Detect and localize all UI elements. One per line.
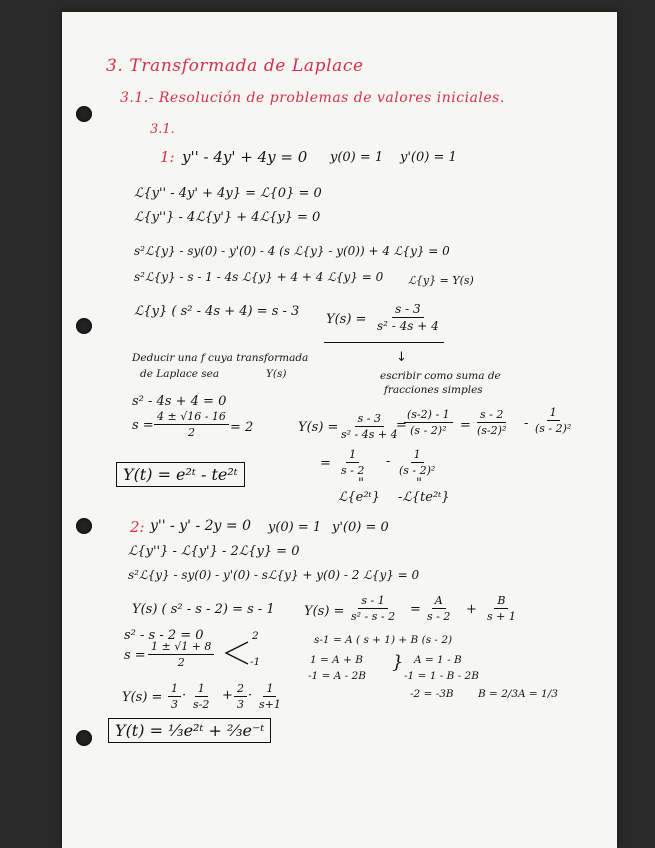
p1-minus: - [524, 416, 529, 431]
p1-d5 [338, 448, 367, 477]
p2-pfA [424, 594, 453, 623]
p2-eq-sign: = [410, 602, 421, 617]
p2-coef-eq: s-1 = A ( s + 1) + B (s - 2) [314, 634, 453, 646]
p2-roots-label: s = [124, 648, 146, 663]
punch-hole [76, 106, 92, 122]
p1-note-Ly: ℒ{y} = Y(s) [408, 274, 474, 287]
p1-quote: " [358, 476, 364, 491]
p1-roots-fraction [154, 410, 229, 439]
p1-roots-eq: s² - 4s + 4 = 0 [132, 394, 227, 409]
p1-eq-sign: = [396, 418, 407, 433]
p1-d6-den: (s - 2)² [399, 464, 436, 477]
p2-plus: + [222, 688, 233, 703]
p1-d1-num: s - 3 [355, 412, 384, 427]
problem1-equation: y'' - 4y' + 4y = 0 [182, 148, 308, 166]
p2-pfA-num: A [432, 594, 446, 609]
p1-Ys-label: Y(s) = [326, 312, 367, 327]
p2-roots-num: 1 ± √1 + 8 [148, 640, 214, 655]
punch-hole [76, 518, 92, 534]
p1-d1-den: s² - 4s + 4 [341, 428, 398, 441]
p2-step2: s²ℒ{y} - sy(0) - y'(0) - sℒ{y} + y(0) - 2 ℒ{y} = 0 [128, 568, 420, 582]
p1-note-left-2: de Laplace sea [140, 368, 220, 380]
problem1-ic1: y(0) = 1 [330, 150, 384, 165]
p2-c1-num: 1 [168, 682, 181, 697]
p1-step3: s²ℒ{y} - sy(0) - y'(0) - 4 (s ℒ{y} - y(0)) + 4 ℒ{y} = 0 [134, 244, 450, 258]
p1-d5-num: 1 [346, 448, 359, 463]
p1-step4: s²ℒ{y} - s - 1 - 4s ℒ{y} + 4 + 4 ℒ{y} = 0 [134, 270, 384, 284]
down-arrow-icon: ↓ [396, 350, 407, 365]
p2-Ys-label: Y(s) = [304, 604, 345, 619]
p2-solA: A = 1/3 [518, 688, 558, 700]
p2-sol2: -1 = 1 - B - 2B [404, 670, 479, 682]
p1-note-left-Ys: Y(s) [266, 368, 287, 380]
p1-Ys-den: s² - 4s + 4 [377, 319, 439, 333]
p1-d4-den: (s - 2)² [535, 422, 572, 435]
p2-f1-num: 1 [195, 682, 208, 697]
branch-icon [222, 638, 252, 668]
p1-eq2: = [320, 456, 331, 471]
p2-f1 [190, 682, 212, 711]
p1-step2: ℒ{y''} - 4ℒ{y'} + 4ℒ{y} = 0 [134, 210, 321, 225]
p1-Ys-num: s - 3 [392, 302, 423, 318]
p1-d1 [338, 412, 401, 441]
system-brace-icon: } [392, 652, 404, 673]
p2-c1 [168, 682, 181, 711]
problem2-ic2: y'(0) = 0 [332, 520, 389, 535]
p1-eq-sign: = [460, 418, 471, 433]
p1-d3-den: (s-2)² [477, 424, 507, 437]
p2-solB: B = 2/3 [478, 688, 519, 700]
p2-Ys-den: s² - s - 2 [351, 610, 396, 623]
underline [324, 342, 444, 343]
p2-sol3: -2 = -3B [410, 688, 454, 700]
p1-note-right-2: fracciones simples [384, 384, 483, 396]
section-title: 3. Transformada de Laplace [106, 56, 364, 76]
p1-d4-num: 1 [547, 406, 560, 421]
p2-roots-eq: s² - s - 2 = 0 [124, 628, 204, 643]
p2-f2-den: s+1 [259, 698, 281, 711]
punch-hole [76, 730, 92, 746]
p2-Ys-fraction [348, 594, 398, 623]
p1-note-left-1: Deducir una f cuya transformada [132, 352, 309, 364]
p2-c2-num: 2 [234, 682, 247, 697]
p2-pfB-den: s + 1 [487, 610, 516, 623]
p1-answer-box: Y(t) = e²ᵗ - te²ᵗ [116, 462, 245, 487]
p1-d3-num: s - 2 [477, 408, 506, 423]
p2-f2 [256, 682, 284, 711]
problem1-number: 1: [160, 148, 175, 166]
p1-d3 [474, 408, 509, 437]
subsection-title: 3.1.- Resolución de problemas de valores iniciales. [120, 90, 505, 106]
p2-pfA-den: s - 2 [427, 610, 451, 623]
p1-step5: ℒ{y} ( s² - 4s + 4) = s - 3 [134, 304, 300, 319]
notebook-page [62, 12, 617, 848]
problem2-equation: y'' - y' - 2y = 0 [150, 518, 251, 534]
p2-dot: · [182, 688, 187, 703]
p1-d2-num: (s-2) - 1 [404, 408, 453, 423]
p2-pfB [484, 594, 519, 623]
p2-step1: ℒ{y''} - ℒ{y'} - 2ℒ{y} = 0 [128, 544, 300, 559]
p1-d2-den: (s - 2)² [410, 424, 447, 437]
p2-f1-den: s-2 [193, 698, 210, 711]
p1-roots-num: 4 ± √16 - 16 [154, 410, 229, 425]
p2-roots-den: 2 [177, 656, 185, 669]
p1-Ys-fraction [374, 302, 442, 333]
p1-d4 [532, 406, 574, 435]
p1-inv2: -ℒ{te²ᵗ} [398, 490, 450, 505]
p1-roots-label: s = [132, 418, 154, 433]
p1-inv1: ℒ{e²ᵗ} [338, 490, 381, 505]
p2-f2-num: 1 [263, 682, 276, 697]
p2-root-a: 2 [252, 630, 259, 642]
p2-sys1: 1 = A + B [310, 654, 363, 666]
p2-answer-box: Y(t) = ⅓e²ᵗ + ⅔e⁻ᵗ [108, 718, 271, 743]
problem2-ic1: y(0) = 1 [268, 520, 322, 535]
p2-root-b: -1 [250, 656, 261, 668]
p2-roots-fraction [148, 640, 214, 669]
p2-step3: Y(s) ( s² - s - 2) = s - 1 [132, 602, 275, 617]
p1-step1: ℒ{y'' - 4y' + 4y} = ℒ{0} = 0 [134, 186, 322, 201]
p1-d6 [396, 448, 438, 477]
p2-sys2: -1 = A - 2B [308, 670, 366, 682]
p1-minus: - [386, 454, 391, 469]
p1-decomp-label: Y(s) = [298, 420, 339, 435]
p1-d2 [404, 408, 453, 437]
punch-hole [76, 318, 92, 334]
p2-c2-den: 3 [237, 698, 244, 711]
p1-d6-num: 1 [411, 448, 424, 463]
p1-note-right-1: escribir como suma de [380, 370, 501, 382]
problem1-ic2: y'(0) = 1 [400, 150, 457, 165]
p2-plus: + [466, 602, 477, 617]
p2-sol1: A = 1 - B [414, 654, 462, 666]
problem2-number: 2: [130, 518, 145, 536]
p2-Ys-num: s - 1 [358, 594, 387, 609]
p2-dot: · [248, 688, 253, 703]
part-title: 3.1. [150, 122, 175, 137]
p2-pfB-num: B [494, 594, 508, 609]
p2-ys2-label: Y(s) = [122, 690, 163, 705]
p1-quote: " [416, 476, 422, 491]
p2-c1-den: 3 [171, 698, 178, 711]
p1-roots-den: 2 [187, 426, 195, 439]
p2-c2 [234, 682, 247, 711]
p1-d5-den: s - 2 [341, 464, 365, 477]
p1-roots-result: = 2 [230, 420, 254, 435]
